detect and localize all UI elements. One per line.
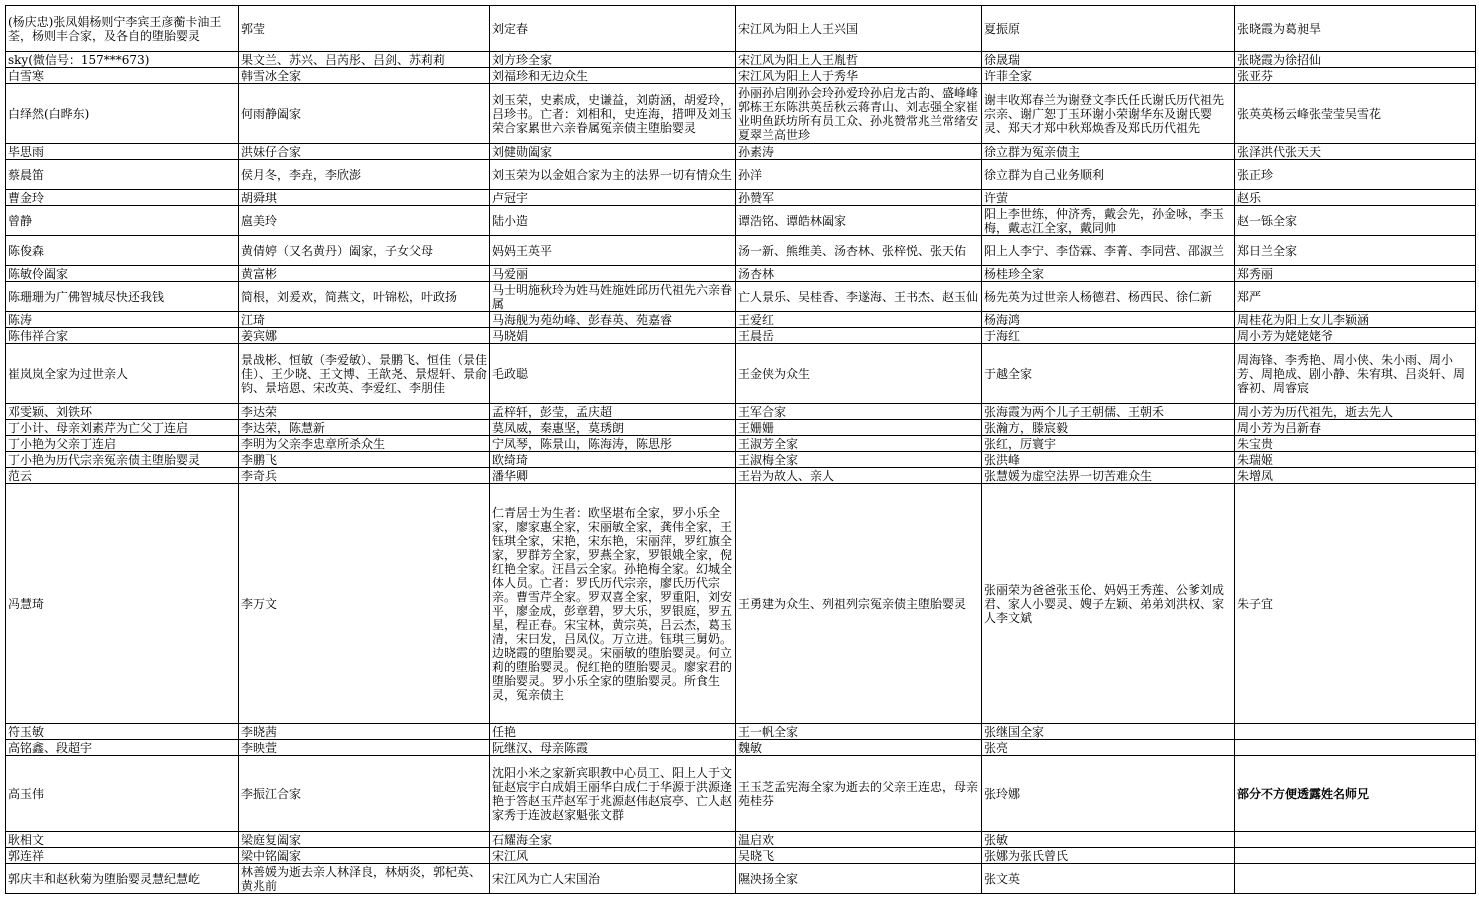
table-cell: 马爱丽: [490, 266, 736, 282]
table-cell: 范云: [6, 468, 239, 484]
table-cell: 张亚芬: [1235, 68, 1476, 84]
table-cell: 宋江风为阳上人王兴国: [736, 6, 982, 52]
table-cell: 魏敏: [736, 740, 982, 756]
table-cell: 赵乐: [1235, 190, 1476, 206]
table-cell: 孙赞军: [736, 190, 982, 206]
table-cell: 简根，刘爰欢，简燕文，叶锦松，叶政扬: [239, 282, 490, 312]
table-cell: 宋江风: [490, 848, 736, 864]
table-cell: 宋江风为亡人宋国治: [490, 864, 736, 894]
table-cell: 仁青居士为生者：欧坚堪布全家，罗小乐全家，廖家惠全家，宋丽敏全家，龚伟全家，王钰琪全家，宋艳，宋东艳，宋丽萍，罗红旗全家，罗群芳全家，罗燕全家，罗银娥全家，倪红艳全家。汪昌云全家。孙艳梅全家。幻城全体人员。亡者：罗氏历代宗亲，廖氏历代宗亲。曹雪芹全家。罗双喜全家，罗重阳，刘安平，廖金成，彭章碧，罗大乐，罗银庭，罗五星，程正春。宋宝林，黄宗英，吕云杰，葛玉清，宋曰发，吕凤仪。万立进。钰琪三舅奶。边晓霞的堕胎婴灵。宋丽敏的堕胎婴灵。何立莉的堕胎婴灵。倪红艳的堕胎婴灵。廖家君的堕胎婴灵。罗小乐全家的堕胎婴灵。所食生灵，冤亲债主: [490, 484, 736, 724]
table-cell: [1235, 848, 1476, 864]
table-cell: 阳上人李宁、李岱霖、李菁、李同营、邵淑兰: [982, 236, 1235, 266]
table-cell: 李奇兵: [239, 468, 490, 484]
table-cell: 马海舰为苑幼峰、彭春英、苑嘉睿: [490, 312, 736, 328]
table-cell: 何雨静阖家: [239, 84, 490, 144]
table-cell: 周海锋、李秀艳、周小侠、朱小雨、周小芳、周艳成、剧小静、朱宥琪、吕炎轩、周睿初、周睿宸: [1235, 344, 1476, 404]
table-cell: 郑秀丽: [1235, 266, 1476, 282]
table-row: [6, 312, 1476, 328]
table-cell: 李明为父亲李忠章所杀众生: [239, 436, 490, 452]
table-cell: 毛政聪: [490, 344, 736, 404]
table-row: [6, 864, 1476, 894]
table-cell: 毕思雨: [6, 144, 239, 160]
table-cell: 王爱红: [736, 312, 982, 328]
table-cell: 陈伟祥合家: [6, 328, 239, 344]
table-cell: 王淑芳全家: [736, 436, 982, 452]
table-row: [6, 328, 1476, 344]
table-cell: 汤杏林: [736, 266, 982, 282]
table-cell: 卢冠宇: [490, 190, 736, 206]
table-cell: 高铭鑫、段超宇: [6, 740, 239, 756]
table-cell: 陈俊森: [6, 236, 239, 266]
table-cell: 周小芳为姥姥姥爷: [1235, 328, 1476, 344]
table-cell: 李映萱: [239, 740, 490, 756]
table-cell: 朱宝贵: [1235, 436, 1476, 452]
table-cell: 莫凤威，秦惠坚，莫琇朗: [490, 420, 736, 436]
table-cell: 江琦: [239, 312, 490, 328]
table-row: [6, 68, 1476, 84]
table-cell: 马晓娟: [490, 328, 736, 344]
table-cell: 马士明施秋玲为姓马姓施姓邱历代祖先六亲眷属: [490, 282, 736, 312]
table-cell: 曾静: [6, 206, 239, 236]
table-body: [6, 6, 1476, 894]
table-cell: 耿相文: [6, 832, 239, 848]
table-row: [6, 848, 1476, 864]
table-cell: 欧绮琦: [490, 452, 736, 468]
table-cell: 刘健勋阖家: [490, 144, 736, 160]
table-cell: 邓雯颖、刘铁环: [6, 404, 239, 420]
table-cell: 黄富彬: [239, 266, 490, 282]
table-cell: 郭连祥: [6, 848, 239, 864]
table-cell: 符玉敏: [6, 724, 239, 740]
table-cell: 周小芳为吕新春: [1235, 420, 1476, 436]
table-row: [6, 468, 1476, 484]
table-cell: 王一帆全家: [736, 724, 982, 740]
table-cell: 徐晟瑞: [982, 52, 1235, 68]
table-cell: 果文兰、苏兴、吕芮彤、吕剑、苏莉莉: [239, 52, 490, 68]
table-cell: 汤一新、熊维美、汤杏林、张梓悦、张天佑: [736, 236, 982, 266]
table-cell: 温启欢: [736, 832, 982, 848]
table-row: [6, 420, 1476, 436]
table-cell: 朱子宜: [1235, 484, 1476, 724]
table-row: [6, 344, 1476, 404]
table-cell: 刘定春: [490, 6, 736, 52]
table-cell: 朱增凤: [1235, 468, 1476, 484]
table-cell: 张英英杨云峰张莹莹吴雪花: [1235, 84, 1476, 144]
table-row: [6, 190, 1476, 206]
table-cell: 宁凤琴，陈景山，陈海涛，陈思彤: [490, 436, 736, 452]
table-cell: 洪妹仔合家: [239, 144, 490, 160]
table-cell: 蔡晨笛: [6, 160, 239, 190]
table-cell: 王姗姗: [736, 420, 982, 436]
table-cell: 张娜为张氏曾氏: [982, 848, 1235, 864]
table-row: [6, 6, 1476, 52]
table-row: [6, 832, 1476, 848]
table-cell: 陈涛: [6, 312, 239, 328]
table-cell: 沈阳小米之家新宾职教中心员工、阳上人于文钲赵宸宇白成娟王丽华白成仁于华源于洪源逄艳于答赵玉芹赵军于兆源赵伟赵宸亭、亡人赵家秀于连波赵家魁张文群: [490, 756, 736, 832]
table-row: [6, 404, 1476, 420]
table-cell: 阮继汉、母亲陈霞: [490, 740, 736, 756]
table-cell: 丁小计、母亲刘素芹为亡父丁连启: [6, 420, 239, 436]
table-cell: 王玉芝孟宪海全家为逝去的父亲王连忠，母亲苑桂芬: [736, 756, 982, 832]
table-cell: 孙素涛: [736, 144, 982, 160]
table-cell: 阳上李世练，仲济秀，戴会先，孙金咏，李玉梅，戴志江全家，戴同帅: [982, 206, 1235, 236]
table-cell: 徐立群为自己业务顺利: [982, 160, 1235, 190]
donor-list-table: [5, 5, 1476, 894]
table-cell: 张敏: [982, 832, 1235, 848]
table-cell: 李万文: [239, 484, 490, 724]
table-cell: 徐立群为冤亲债主: [982, 144, 1235, 160]
table-cell: 夏振原: [982, 6, 1235, 52]
table-cell: 陈敏伶阖家: [6, 266, 239, 282]
table-cell: 张丽荣为爸爸张玉伦、妈妈王秀莲、公爹刘成君、家人小婴灵、嫂子左颖、弟弟刘洪权、家人李文斌: [982, 484, 1235, 724]
table-row: [6, 756, 1476, 832]
table-cell: [1235, 724, 1476, 740]
table-row: [6, 144, 1476, 160]
table-cell: 孙洋: [736, 160, 982, 190]
table-cell: 张正珍: [1235, 160, 1476, 190]
table-cell: 妈妈王英平: [490, 236, 736, 266]
table-cell: 许萤: [982, 190, 1235, 206]
table-cell: 陆小造: [490, 206, 736, 236]
table-cell: 崔岚岚全家为过世亲人: [6, 344, 239, 404]
table-cell: 周桂花为阳上女儿李颖涵: [1235, 312, 1476, 328]
table-cell: 张海霞为两个儿子王朝儒、王朝禾: [982, 404, 1235, 420]
table-row: [6, 724, 1476, 740]
table-cell: 郑日兰全家: [1235, 236, 1476, 266]
table-cell: 刘福珍和无边众生: [490, 68, 736, 84]
table-cell: 部分不方便透露姓名师兄: [1235, 756, 1476, 832]
table-cell: 朱瑞姬: [1235, 452, 1476, 468]
table-row: [6, 452, 1476, 468]
table-cell: 姜宾娜: [239, 328, 490, 344]
table-cell: [1235, 832, 1476, 848]
table-row: [6, 236, 1476, 266]
table-row: [6, 206, 1476, 236]
table-row: [6, 484, 1476, 724]
table-cell: 任艳: [490, 724, 736, 740]
table-cell: 张晓霞为葛昶旱: [1235, 6, 1476, 52]
table-cell: 刘玉荣为以金姐合家为主的法界一切有情众生: [490, 160, 736, 190]
table-cell: 李鹏飞: [239, 452, 490, 468]
table-cell: 高玉伟: [6, 756, 239, 832]
table-cell: 刘方珍全家: [490, 52, 736, 68]
table-cell: 孟梓轩，彭莹，孟庆超: [490, 404, 736, 420]
table-row: [6, 740, 1476, 756]
table-cell: 石耀海全家: [490, 832, 736, 848]
table-cell: 吴晓飞: [736, 848, 982, 864]
table-cell: 亡人景乐、吴桂香、李遂海、王书杰、赵玉仙: [736, 282, 982, 312]
table-cell: 丁小艳为历代宗亲冤亲债主堕胎婴灵: [6, 452, 239, 468]
table-cell: 王勇建为众生、列祖列宗冤亲债主堕胎婴灵: [736, 484, 982, 724]
table-cell: 谭浩铭、谭皓林阖家: [736, 206, 982, 236]
table-cell: 王军合家: [736, 404, 982, 420]
table-cell: 张玲娜: [982, 756, 1235, 832]
table-cell: 梁中铭阖家: [239, 848, 490, 864]
table-cell: 郑严: [1235, 282, 1476, 312]
table-cell: sky(微信号：157***673): [6, 52, 239, 68]
table-cell: 张亮: [982, 740, 1235, 756]
table-row: [6, 266, 1476, 282]
table-cell: 林善媛为逝去亲人林泽良，林炳炎，郭杞英、黄兆前: [239, 864, 490, 894]
table-cell: 扈美玲: [239, 206, 490, 236]
table-cell: 张继国全家: [982, 724, 1235, 740]
table-cell: 周小芳为历代祖先，逝去先人: [1235, 404, 1476, 420]
table-cell: 杨先英为过世亲人杨德君、杨西民、徐仁新: [982, 282, 1235, 312]
table-cell: 于海红: [982, 328, 1235, 344]
table-cell: 白绎然(白晔东): [6, 84, 239, 144]
table-cell: 胡舜琪: [239, 190, 490, 206]
table-cell: 张晓霞为徐招仙: [1235, 52, 1476, 68]
table-cell: 张泽洪代张天天: [1235, 144, 1476, 160]
table-cell: 李达荣，陈慧新: [239, 420, 490, 436]
table-cell: 宋江风为阳上人于秀华: [736, 68, 982, 84]
table-cell: 黄倩婷（又名黄丹）阖家，子女父母: [239, 236, 490, 266]
table-cell: 赵一铄全家: [1235, 206, 1476, 236]
table-cell: 张瀚方，滕宸毅: [982, 420, 1235, 436]
table-cell: 侯月冬，李垚，李欣澎: [239, 160, 490, 190]
table-cell: 于越全家: [982, 344, 1235, 404]
table-row: [6, 52, 1476, 68]
table-cell: 白雪寒: [6, 68, 239, 84]
table-cell: 李振江合家: [239, 756, 490, 832]
table-cell: 谢丰收郑春兰为谢登文李氏任氏谢氏历代祖先宗亲、谢广恕丁玉环谢小荣谢华东及谢氏婴灵、郑天才郑中秋郑焕香及郑氏历代祖先: [982, 84, 1235, 144]
table-cell: 张慧媛为虚空法界一切苦难众生: [982, 468, 1235, 484]
table-cell: 陈珊珊为广佛智城尽快还我钱: [6, 282, 239, 312]
table-cell: 景战彬、恒敏（李爱敏）、景鹏飞、恒佳（景佳佳）、王少晓、王文博、王歆尧、景煜轩、景俞钧、景培恩、宋改英、李爱红、李朋佳: [239, 344, 490, 404]
table-cell: 宋江风为阳上人王胤哲: [736, 52, 982, 68]
table-row: [6, 282, 1476, 312]
table-cell: 潘华卿: [490, 468, 736, 484]
table-cell: 冯慧琦: [6, 484, 239, 724]
table-cell: 张洪峰: [982, 452, 1235, 468]
table-cell: 郭莹: [239, 6, 490, 52]
table-cell: 梁庭复阖家: [239, 832, 490, 848]
table-cell: 王金侠为众生: [736, 344, 982, 404]
table-cell: 隰泱扬全家: [736, 864, 982, 894]
table-cell: 曹金玲: [6, 190, 239, 206]
table-cell: 孙丽孙启刚孙会玲孙爱玲孙启龙古韵、盛峰峰郭栋王东陈洪英岳秋云蒋青山、刘志强全家崔业明鱼跃坊所有员工众、孙兆赞常兆兰常绪安夏翠兰高世珍: [736, 84, 982, 144]
table-cell: 张文英: [982, 864, 1235, 894]
table-cell: 张红，厉寰宇: [982, 436, 1235, 452]
table-cell: 杨桂珍全家: [982, 266, 1235, 282]
table-cell: 刘玉荣，史素成，史谦益，刘蔚涵，胡爱玲，吕珍书。亡者：刘相和，史连海，措呷及刘玉荣合家累世六亲眷属冤亲债主堕胎婴灵: [490, 84, 736, 144]
table-cell: 王岩为故人、亲人: [736, 468, 982, 484]
table-cell: 韩雪冰全家: [239, 68, 490, 84]
table-cell: 杨海鸿: [982, 312, 1235, 328]
table-cell: 丁小艳为父亲丁连启: [6, 436, 239, 452]
table-cell: 李达荣: [239, 404, 490, 420]
table-cell: 许菲全家: [982, 68, 1235, 84]
table-row: [6, 160, 1476, 190]
table-cell: 李晓茜: [239, 724, 490, 740]
table-cell: [1235, 864, 1476, 894]
table-cell: [1235, 740, 1476, 756]
table-cell: 王淑梅全家: [736, 452, 982, 468]
table-row: [6, 84, 1476, 144]
table-row: [6, 436, 1476, 452]
table-cell: 郭庆丰和赵秋菊为堕胎婴灵慧纪慧屹: [6, 864, 239, 894]
table-cell: 王晨岳: [736, 328, 982, 344]
table-cell: (杨庆忠)张凤娟杨则宁李宾王彦蘅卡油王荃，杨则丰合家，及各自的堕胎婴灵: [6, 6, 239, 52]
